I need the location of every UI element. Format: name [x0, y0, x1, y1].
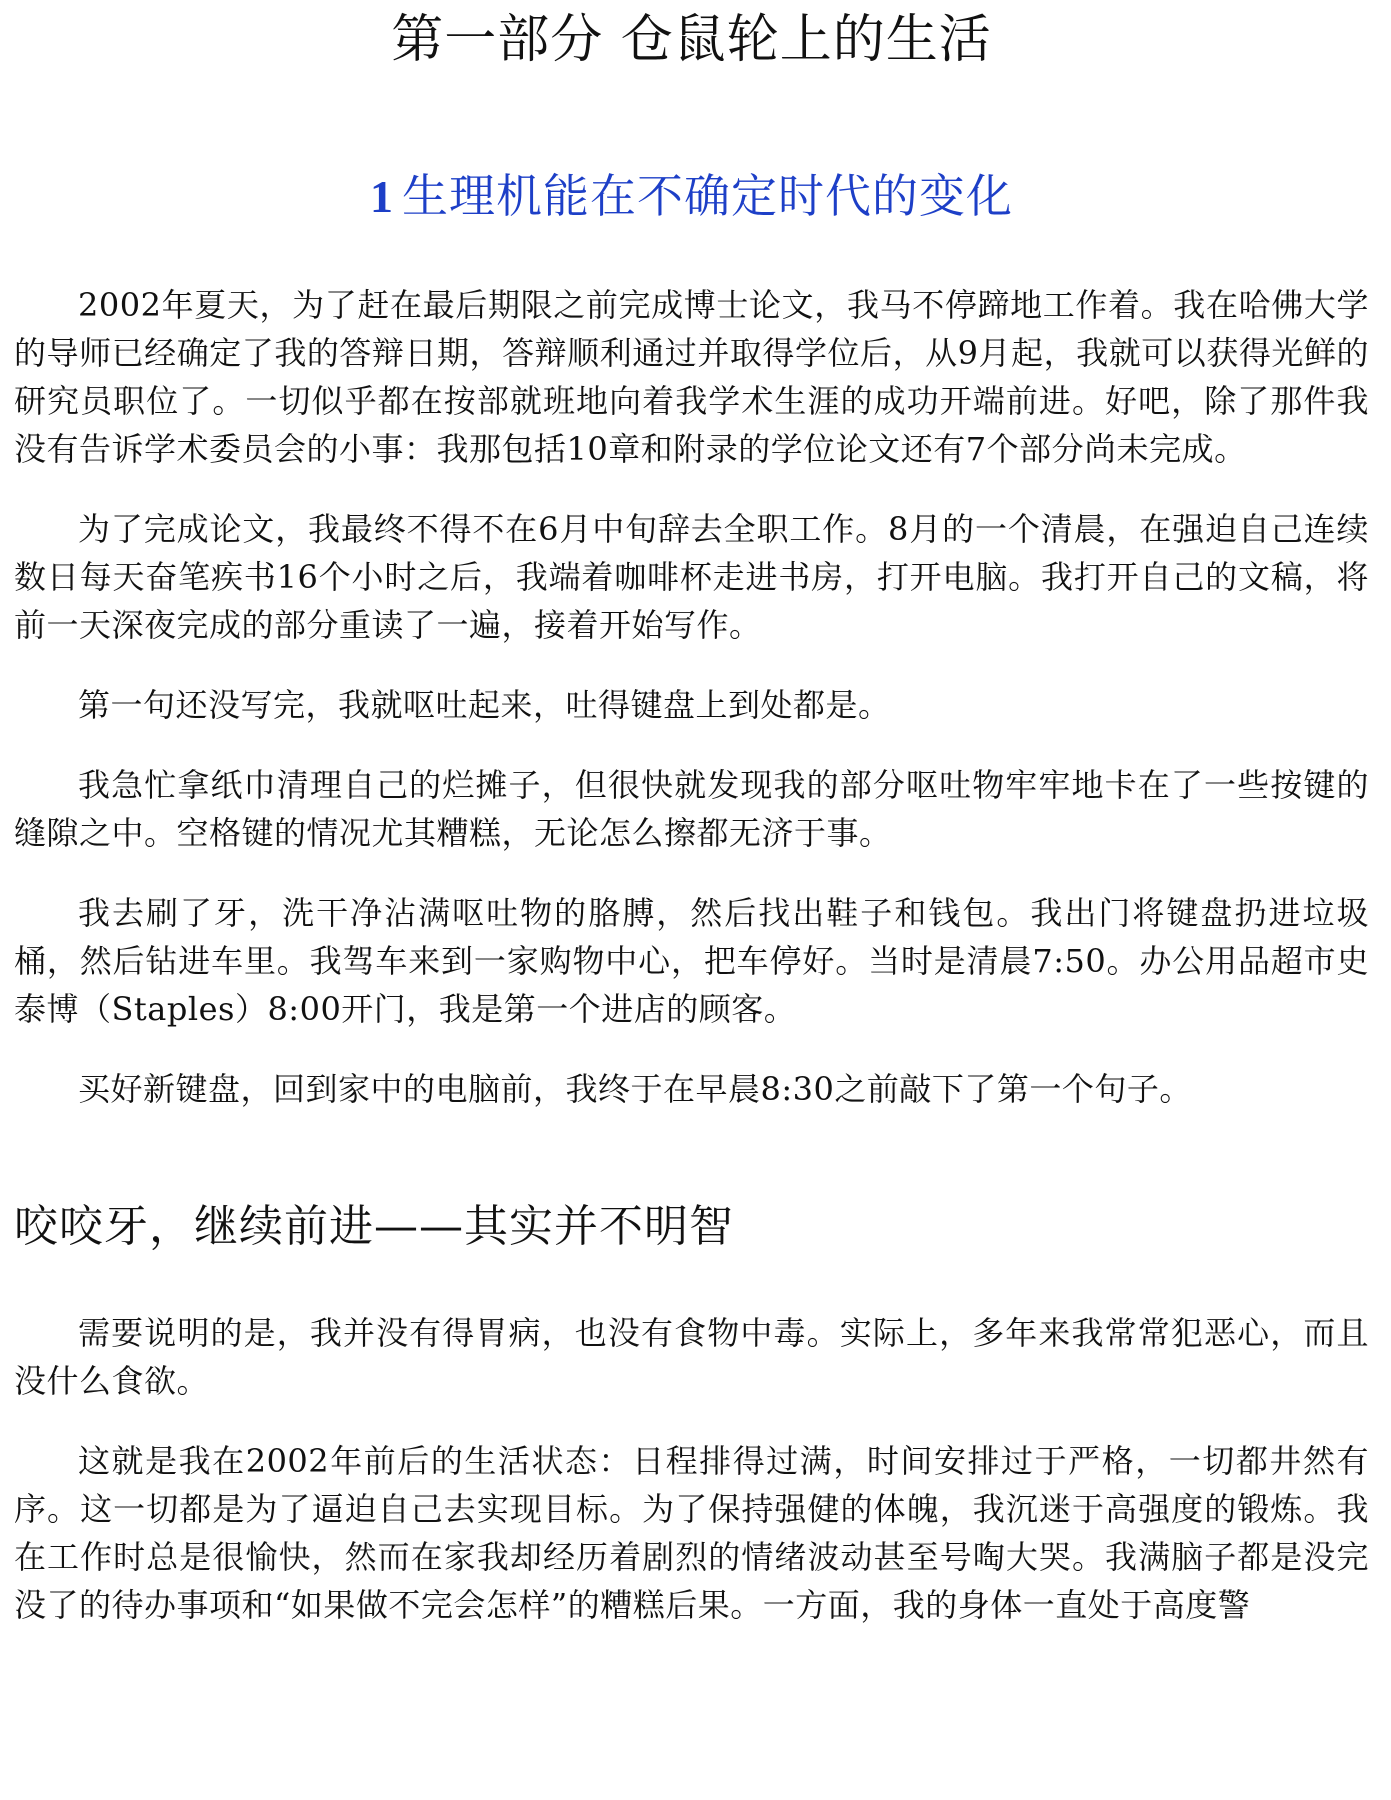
chapter-title [14, 166, 1369, 227]
paragraph: 我去刷了牙，洗干净沾满呕吐物的胳膊，然后找出鞋子和钱包。我出门将键盘扔进垃圾桶，然后钻进车里。我驾车来到一家购物中心，把车停好。当时是清晨7:50。办公用品超市史泰博（Staples）8:00开门，我是第一个进店的顾客。 [14, 894, 1369, 1028]
paragraph: 第一句还没写完，我就呕吐起来，吐得键盘上到处都是。 [78, 686, 891, 724]
chapter-title-text: 生理机能在不确定时代的变化 [402, 169, 1013, 223]
paragraph: 2002年夏天，为了赶在最后期限之前完成博士论文，我马不停蹄地工作着。我在哈佛大学的导师已经确定了我的答辩日期，答辩顺利通过并取得学位后，从9月起，我就可以获得光鲜的研究员职位了。一切似乎都在按部就班地向着我学术生涯的成功开端前进。好吧，除了那件我没有告诉学术委员会的小事：我那包括10章和附录的学位论文还有7个部分尚未完成。 [14, 286, 1369, 468]
paragraph: 我急忙拿纸巾清理自己的烂摊子，但很快就发现我的部分呕吐物牢牢地卡在了一些按键的缝隙之中。空格键的情况尤其糟糕，无论怎么擦都无济于事。 [14, 766, 1369, 852]
section-heading: 咬咬牙，继续前进——其实并不明智 [14, 1201, 734, 1252]
paragraph: 这就是我在2002年前后的生活状态：日程排得过满，时间安排过于严格，一切都井然有序。这一切都是为了逼迫自己去实现目标。为了保持强健的体魄，我沉迷于高强度的锻炼。我在工作时总是很愉快，然而在家我却经历着剧烈的情绪波动甚至号啕大哭。我满脑子都是没完没了的待办事项和“如果做不完会怎样”的糟糕后果。一方面，我的身体一直处于高度警 [14, 1442, 1369, 1624]
paragraph: 买好新键盘，回到家中的电脑前，我终于在早晨8:30之前敲下了第一个句子。 [78, 1070, 1192, 1108]
chapter-number: 1 [370, 171, 394, 222]
part-title: 第一部分 仓鼠轮上的生活 [391, 10, 992, 70]
paragraph: 需要说明的是，我并没有得胃病，也没有食物中毒。实际上，多年来我常常犯恶心，而且没什么食欲。 [14, 1314, 1369, 1400]
paragraph: 为了完成论文，我最终不得不在6月中旬辞去全职工作。8月的一个清晨，在强迫自己连续数日每天奋笔疾书16个小时之后，我端着咖啡杯走进书房，打开电脑。我打开自己的文稿，将前一天深夜完成的部分重读了一遍，接着开始写作。 [14, 510, 1369, 644]
